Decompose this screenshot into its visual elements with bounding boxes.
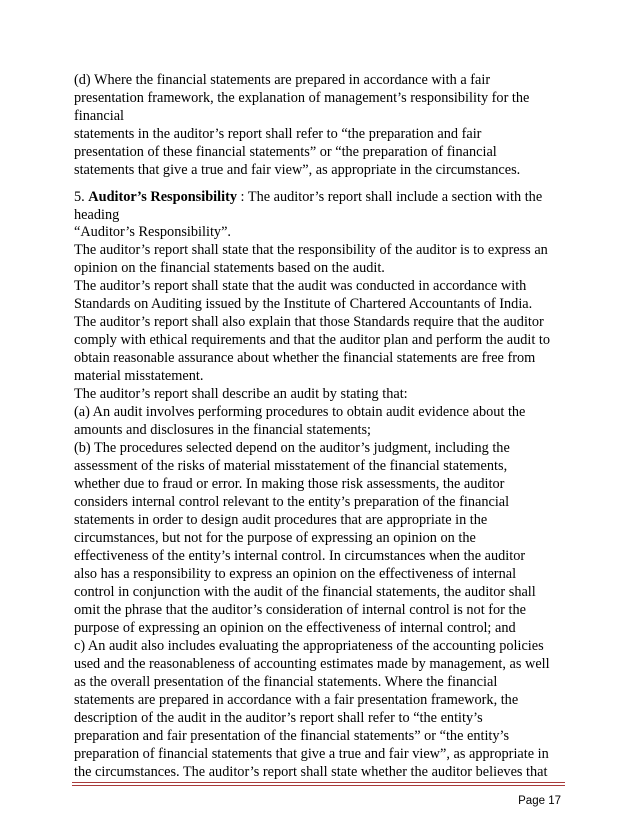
footer-rule (72, 782, 565, 783)
section-5-line: purpose of expressing an opinion on the effectiveness of internal control; and (74, 620, 516, 636)
section-5-heading-line (74, 189, 542, 205)
section-5-line: The auditor’s report shall state that the responsibility of the auditor is to express an (74, 242, 548, 258)
footer-rule (72, 785, 565, 786)
section-5-line: (a) An audit involves performing procedures to obtain audit evidence about the (74, 404, 526, 420)
section-5-line: Standards on Auditing issued by the Institute of Chartered Accountants of India. (74, 296, 533, 312)
paragraph-d-line: financial (74, 108, 125, 124)
section-5-line: “Auditor’s Responsibility”. (74, 224, 231, 240)
section-5-line: preparation and fair presentation of the financial statements” or “the entity’s (74, 728, 510, 744)
section-5-line: opinion on the financial statements based on the audit. (74, 260, 385, 276)
section-5-line: obtain reasonable assurance about whether the financial statements are free from (74, 350, 536, 366)
paragraph-d-line: statements in the auditor’s report shall refer to “the preparation and fair (74, 126, 482, 142)
section-5-line: whether due to fraud or error. In making those risk assessments, the auditor (74, 476, 505, 492)
section-5-line: c) An audit also includes evaluating the appropriateness of the accounting policies (74, 638, 544, 654)
section-5-line: (b) The procedures selected depend on the auditor’s judgment, including the (74, 440, 510, 456)
paragraph-d-line: (d) Where the financial statements are prepared in accordance with a fair (74, 72, 491, 88)
section-heading-rest: : The auditor’s report shall include a section with the (236, 189, 543, 205)
section-5-line: The auditor’s report shall state that the audit was conducted in accordance with (74, 278, 527, 294)
section-5-line: used and the reasonableness of accounting estimates made by management, as well (74, 656, 550, 672)
section-5-line: The auditor’s report shall describe an audit by stating that: (74, 386, 408, 402)
section-5-line: assessment of the risks of material misstatement of the financial statements, (74, 458, 508, 474)
section-5-line: omit the phrase that the auditor’s consideration of internal control is not for the (74, 602, 526, 618)
section-5-line: description of the audit in the auditor’s report shall refer to “the entity’s (74, 710, 483, 726)
paragraph-d-line: presentation of these financial statements” or “the preparation of financial (74, 144, 497, 160)
section-5-line: considers internal control relevant to the entity’s preparation of the financial (74, 494, 510, 510)
section-5-line: effectiveness of the entity’s internal control. In circumstances when the auditor (74, 548, 526, 564)
section-5-line: amounts and disclosures in the financial statements; (74, 422, 371, 438)
section-number: 5. (74, 189, 89, 205)
section-5-line: material misstatement. (74, 368, 204, 384)
section-5-line: preparation of financial statements that give a true and fair view”, as appropriate in (74, 746, 549, 762)
section-5-line: statements are prepared in accordance with a fair presentation framework, the (74, 692, 519, 708)
paragraph-d-line: presentation framework, the explanation of management’s responsibility for the (74, 90, 530, 106)
section-5-line: The auditor’s report shall also explain that those Standards require that the auditor (74, 314, 544, 330)
section-5-line: the circumstances. The auditor’s report shall state whether the auditor believes that (74, 764, 548, 780)
section-5-line: heading (74, 207, 120, 223)
section-5-line: also has a responsibility to express an opinion on the effectiveness of internal (74, 566, 517, 582)
section-5-line: as the overall presentation of the financial statements. Where the financial (74, 674, 498, 690)
section-heading: Auditor’s Responsibility (88, 189, 237, 205)
section-5-line: circumstances, but not for the purpose of expressing an opinion on the (74, 530, 476, 546)
section-5-line: control in conjunction with the audit of the financial statements, the auditor shall (74, 584, 536, 600)
page-number: Page 17 (518, 795, 561, 807)
paragraph-d-line: statements that give a true and fair view”, as appropriate in the circumstances. (74, 162, 521, 178)
section-5-line: comply with ethical requirements and that the auditor plan and perform the audit to (74, 332, 551, 348)
section-5-line: statements in order to design audit procedures that are appropriate in the (74, 512, 488, 528)
